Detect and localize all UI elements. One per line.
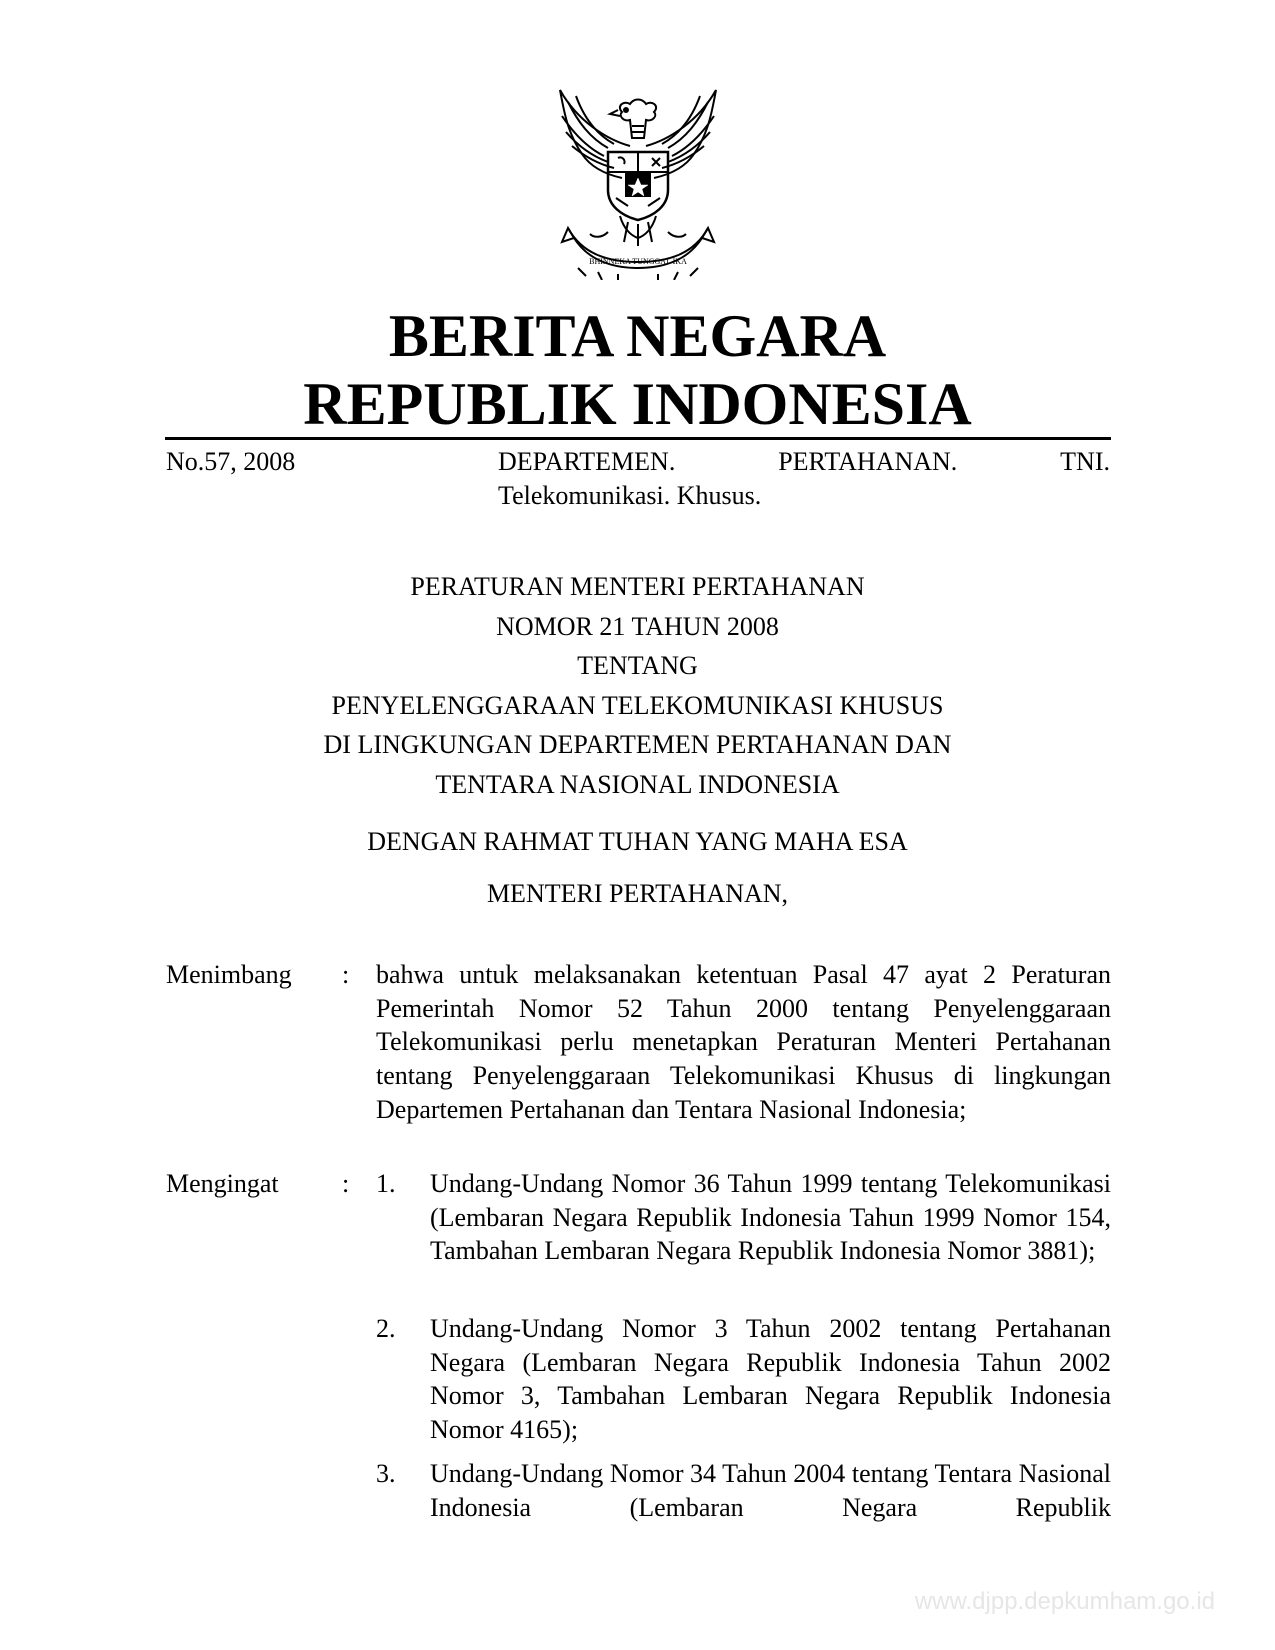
subject-word: PERTAHANAN. — [778, 447, 958, 476]
subject-word: DEPARTEMEN. — [498, 447, 676, 476]
title-line: DI LINGKUNGAN DEPARTEMEN PERTAHANAN DAN — [323, 730, 952, 760]
opening-line-2: MENTERI PERTAHANAN, — [486, 879, 789, 908]
issue-number: No.57, 2008 — [166, 447, 296, 476]
title-line: PENYELENGGARAAN TELEKOMUNIKASI KHUSUS — [331, 690, 944, 720]
opening-formula — [0, 822, 1275, 914]
considering-text: bahwa untuk melaksanakan ketentuan Pasal 47 ayat 2 Peraturan Pemerintah Nomor 52 Tahun 2000 tentang Penyelenggaraan Telekomunikasi perlu menetapkan Peraturan Menteri Pertahanan tentang Penyelenggaraan Telekomunikasi Khusus di lingkungan Departemen Pertahanan dan Tentara Nasional Indonesia; — [376, 960, 1111, 1124]
regulation-title — [0, 567, 1275, 805]
considering-label: Menimbang — [166, 960, 292, 989]
masthead-subtitle: REPUBLIK INDONESIA — [303, 371, 972, 437]
recalling-item-text: Undang-Undang Nomor 36 Tahun 1999 tentang Telekomunikasi (Lembaran Negara Republik Indonesia Tahun 1999 Nomor 154, Tambahan Lembaran Negara Republik Indonesia Nomor 3881); — [430, 1169, 1111, 1266]
title-line: TENTANG — [577, 651, 698, 681]
recalling-item-number: 3. — [376, 1459, 396, 1488]
svg-text:BHINNEKA TUNGGAL IKA: BHINNEKA TUNGGAL IKA — [589, 257, 687, 266]
opening-line-1: DENGAN RAHMAT TUHAN YANG MAHA ESA — [367, 827, 908, 856]
considering-colon: : — [342, 960, 350, 989]
recalling-item-text: Undang-Undang Nomor 34 Tahun 2004 tentang Tentara Nasional Indonesia (Lembaran Negara Republik — [430, 1459, 1111, 1522]
recalling-label: Mengingat — [166, 1169, 279, 1198]
title-line: NOMOR 21 TAHUN 2008 — [496, 611, 779, 641]
source-watermark: www.djpp.depkumham.go.id — [914, 1588, 1215, 1615]
masthead-divider — [165, 437, 1111, 440]
subject-word: TNI. — [1060, 447, 1110, 476]
title-line: PERATURAN MENTERI PERTAHANAN — [410, 572, 865, 601]
title-line: TENTARA NASIONAL INDONESIA — [435, 769, 840, 799]
masthead-title: BERITA NEGARA — [388, 303, 887, 369]
garuda-emblem — [538, 82, 738, 280]
garuda-pancasila-icon — [538, 82, 738, 280]
recalling-colon: : — [342, 1169, 350, 1198]
subject-line-2: Telekomunikasi. Khusus. — [498, 481, 762, 510]
recalling-item-text: Undang-Undang Nomor 3 Tahun 2002 tentang Pertahanan Negara (Lembaran Negara Republik Indonesia Tahun 2002 Nomor 3, Tambahan Lembaran Negara Republik Indonesia Nomor 4165); — [430, 1314, 1111, 1445]
recalling-item-number: 2. — [376, 1314, 396, 1343]
issue-subject — [498, 445, 1110, 513]
recalling-item-number: 1. — [376, 1169, 396, 1198]
